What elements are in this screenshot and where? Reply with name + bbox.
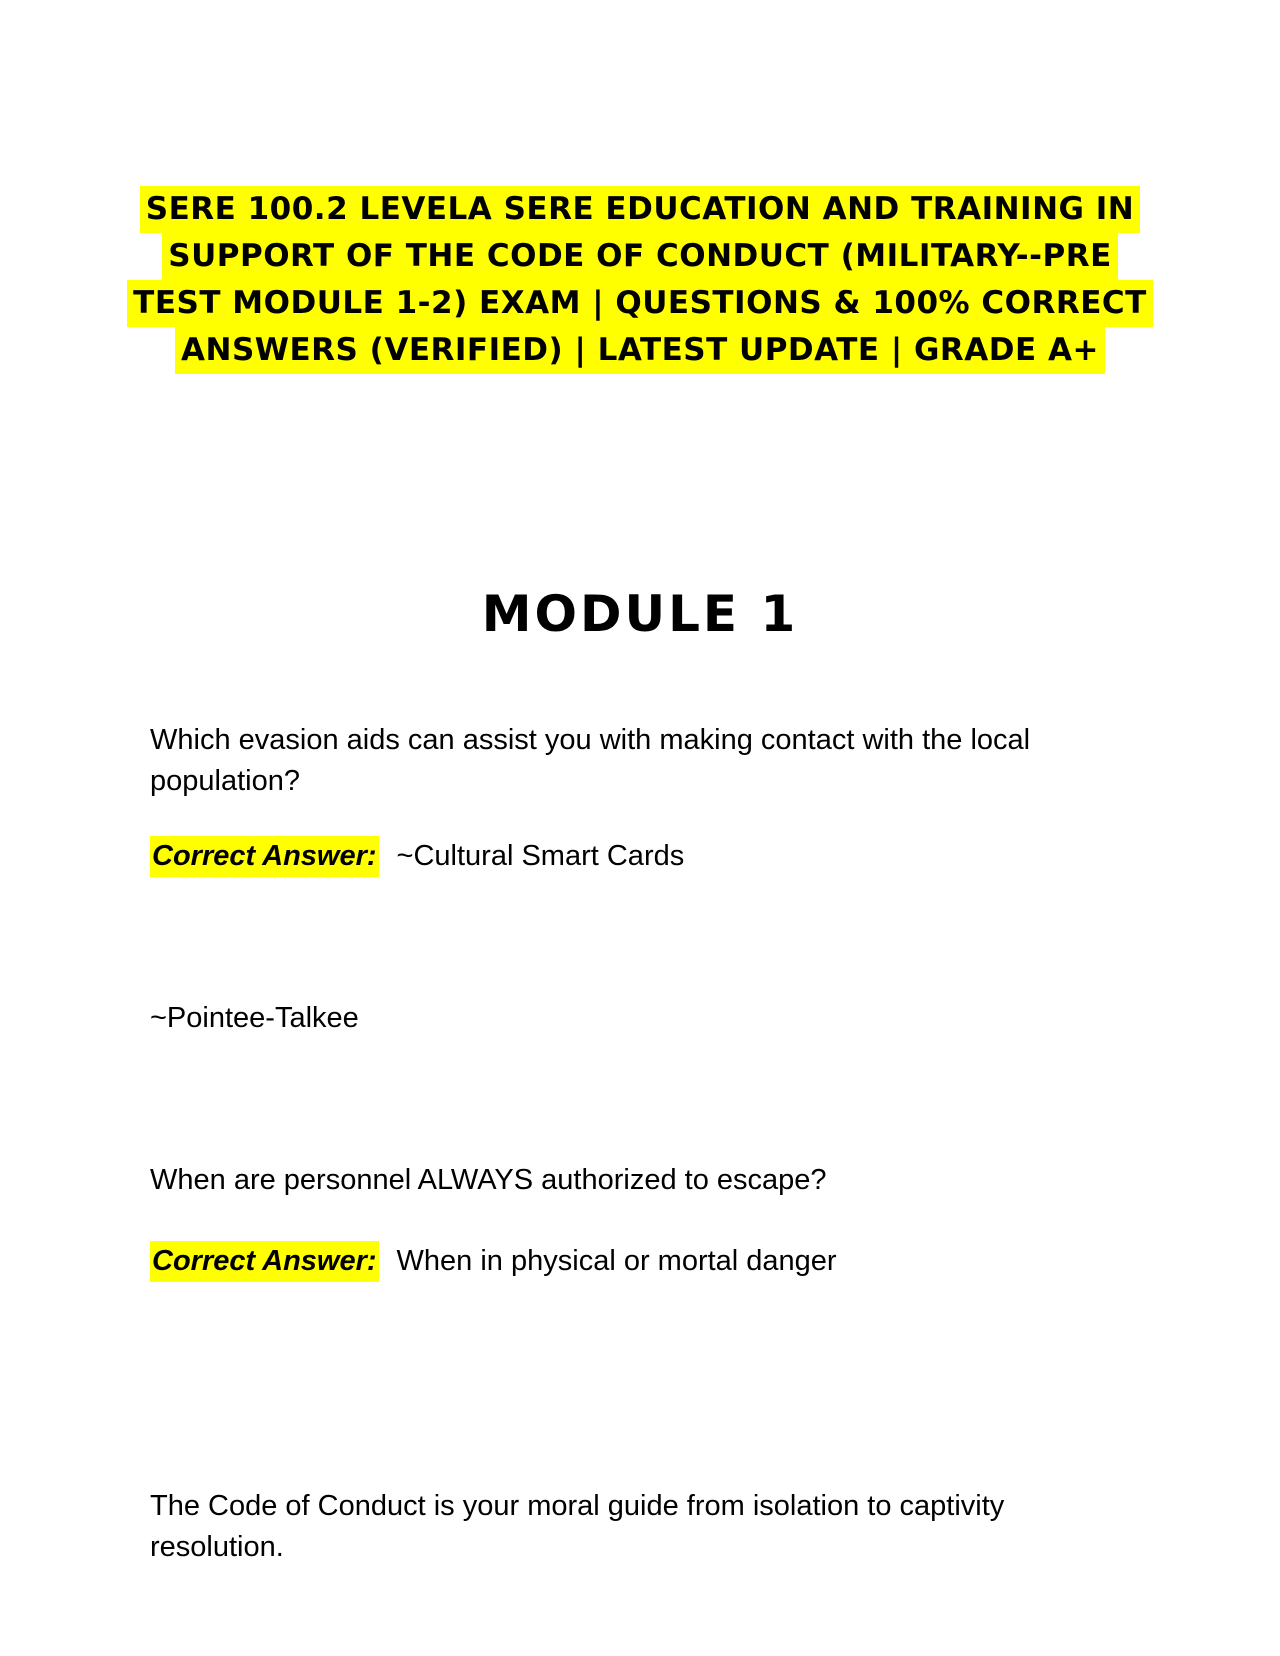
title-line: ANSWERS (VERIFIED) | LATEST UPDATE | GRADE A+ (175, 327, 1105, 374)
title-line: SUPPORT OF THE CODE OF CONDUCT (MILITARY--PRE (162, 233, 1118, 280)
question-1: Which evasion aids can assist you with making contact with the local population? (150, 724, 1031, 797)
answer-extra-1: ~Pointee-Talkee (150, 1002, 359, 1034)
correct-answer-label: Correct Answer: (150, 836, 379, 877)
answer-text-2: When in physical or mortal danger (396, 1245, 837, 1277)
document-title (100, 186, 1180, 374)
title-line: TEST MODULE 1-2) EXAM | QUESTIONS & 100% CORRECT (127, 280, 1153, 327)
answer-row-2 (150, 1241, 1130, 1282)
question-3: The Code of Conduct is your moral guide from isolation to captivity resolution. (150, 1490, 1005, 1563)
correct-answer-label: Correct Answer: (150, 1241, 379, 1282)
answer-text-1: ~Cultural Smart Cards (396, 840, 685, 872)
answer-row-1 (150, 836, 1130, 877)
module-heading: MODULE 1 (481, 585, 799, 643)
question-2: When are personnel ALWAYS authorized to escape? (150, 1164, 827, 1196)
title-line: SERE 100.2 LEVELA SERE EDUCATION AND TRAINING IN (140, 186, 1141, 233)
